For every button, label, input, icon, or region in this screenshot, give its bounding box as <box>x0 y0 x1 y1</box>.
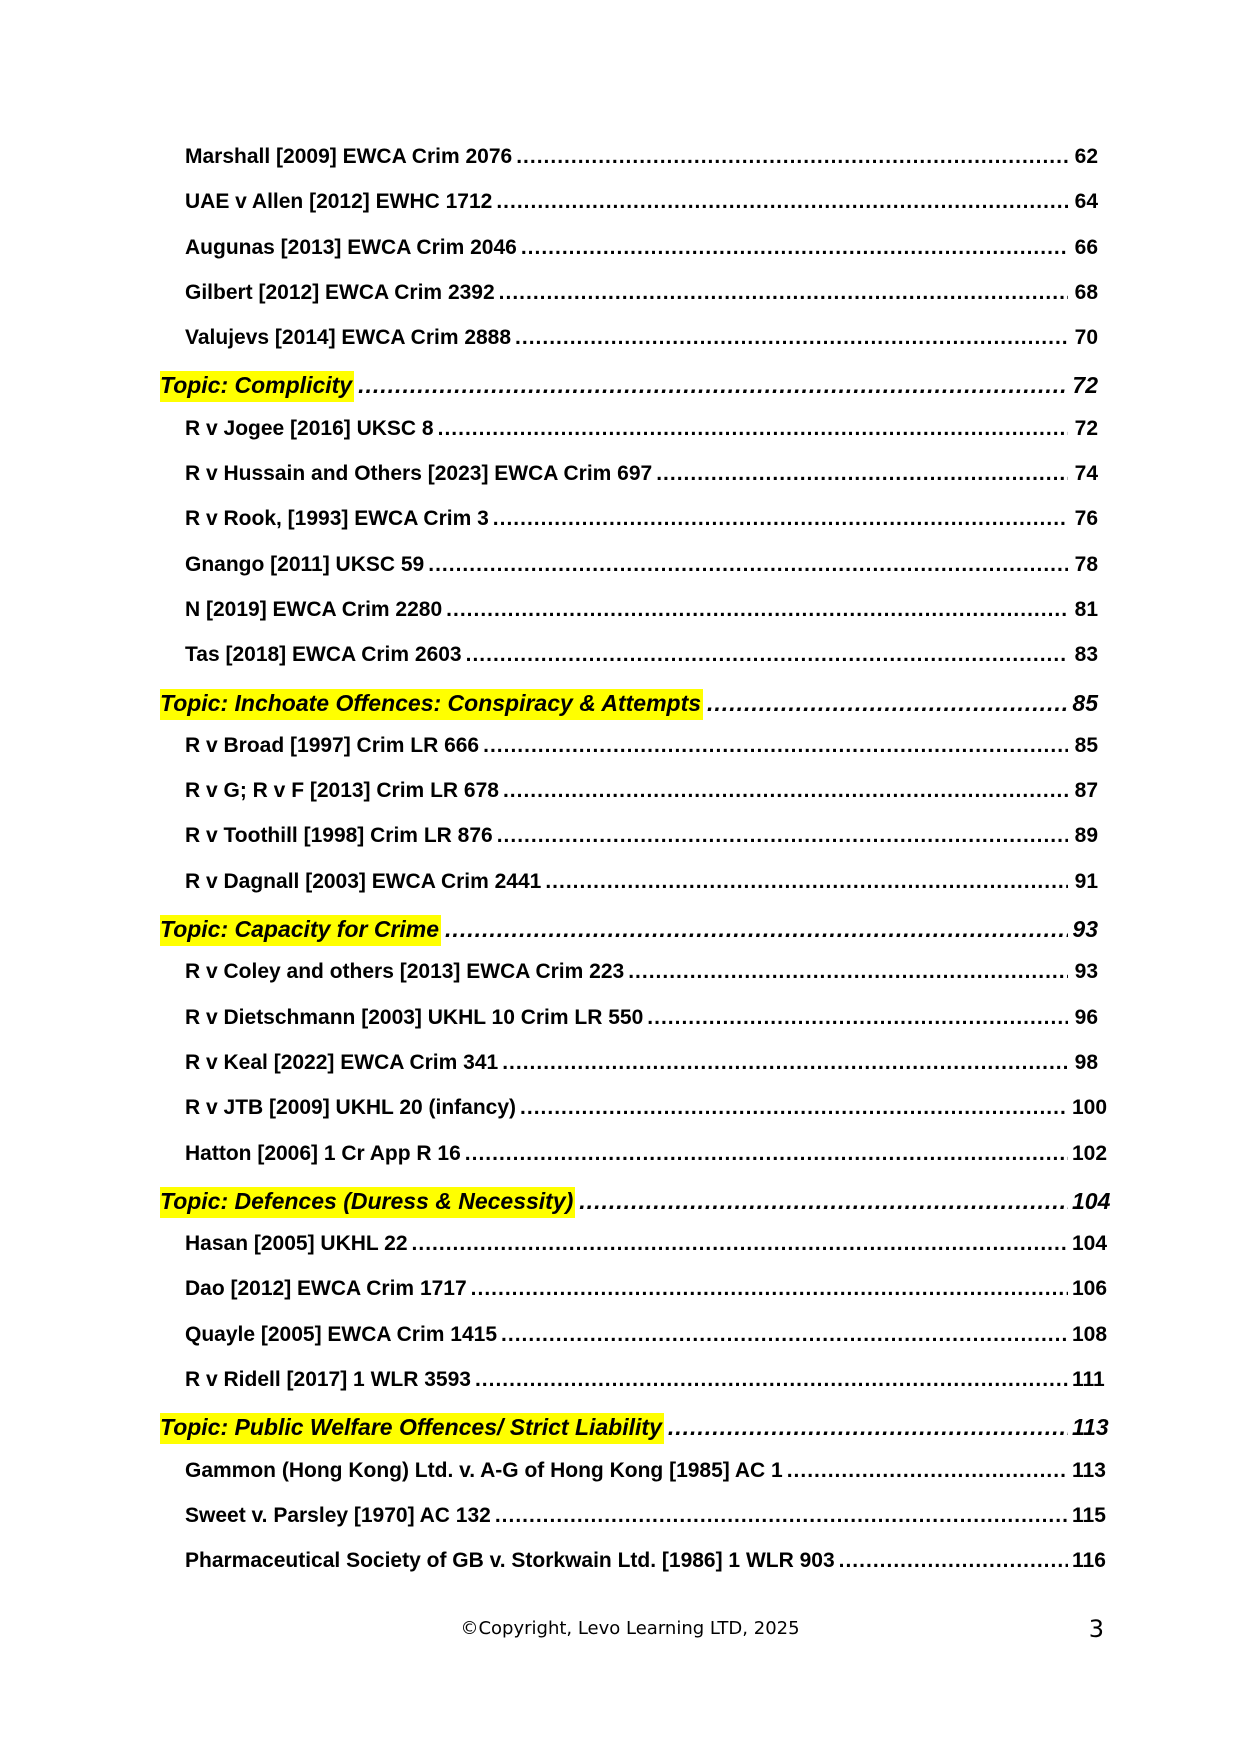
toc-page-number: 104 <box>1072 1187 1111 1214</box>
toc-entry-label: Tas [2018] EWCA Crim 2603 <box>185 643 462 667</box>
toc-entry-row[interactable] <box>160 1368 1105 1413</box>
toc-entry-label: R v Ridell [2017] 1 WLR 3593 <box>185 1368 471 1392</box>
toc-entry-label: UAE v Allen [2012] EWHC 1712 <box>185 190 493 214</box>
dot-leader <box>358 372 1068 399</box>
toc-topic-label: Topic: Public Welfare Offences/ Strict Liability <box>160 1413 664 1444</box>
dot-leader <box>839 1549 1068 1573</box>
toc-entry-label: Gnango [2011] UKSC 59 <box>185 552 425 576</box>
dot-leader <box>445 916 1068 943</box>
toc-entry-row[interactable] <box>160 734 1098 779</box>
toc-page-number: 70 <box>1074 326 1098 350</box>
dot-leader <box>503 779 1068 803</box>
dot-leader <box>465 1142 1068 1166</box>
toc-page-number: 111 <box>1072 1368 1105 1392</box>
toc-entry-label: Valujevs [2014] EWCA Crim 2888 <box>185 326 512 350</box>
dot-leader <box>496 190 1068 214</box>
footer-copyright: ©Copyright, Levo Learning LTD, 2025 <box>460 1618 800 1639</box>
toc-page-number: 93 <box>1074 960 1098 984</box>
toc-page-number: 87 <box>1074 779 1098 803</box>
toc-topic-label: Topic: Inchoate Offences: Conspiracy & Attempts <box>160 689 703 720</box>
toc-page-number: 113 <box>1072 1414 1109 1441</box>
toc-entry-label: Sweet v. Parsley [1970] AC 132 <box>185 1503 491 1527</box>
toc-page-number: 85 <box>1074 733 1098 757</box>
dot-leader <box>438 417 1068 441</box>
toc-entry-label: Marshall [2009] EWCA Crim 2076 <box>185 145 513 168</box>
toc-page-number: 91 <box>1074 869 1098 893</box>
toc-entry-row[interactable] <box>160 236 1098 281</box>
table-of-contents <box>160 145 1111 1595</box>
toc-page-number: 68 <box>1074 280 1098 304</box>
toc-entry-row[interactable] <box>160 779 1098 824</box>
toc-topic-row[interactable] <box>160 1187 1111 1232</box>
toc-page-number: 115 <box>1072 1503 1106 1527</box>
footer-page-number: 3 <box>1088 1615 1104 1643</box>
dot-leader <box>428 553 1068 577</box>
toc-entry-label: R v JTB [2009] UKHL 20 (infancy) <box>185 1096 517 1120</box>
toc-entry-label: R v Jogee [2016] UKSC 8 <box>185 416 434 440</box>
dot-leader <box>502 1051 1068 1075</box>
dot-leader <box>501 1323 1068 1347</box>
toc-entry-label: Augunas [2013] EWCA Crim 2046 <box>185 235 517 259</box>
dot-leader <box>520 1096 1068 1120</box>
toc-entry-label: R v Coley and others [2013] EWCA Crim 223 <box>185 960 625 984</box>
toc-page-number: 116 <box>1072 1549 1106 1573</box>
toc-page-number: 96 <box>1074 1005 1098 1029</box>
toc-entry-row[interactable] <box>160 507 1098 552</box>
toc-entry-label: R v Keal [2022] EWCA Crim 341 <box>185 1050 499 1074</box>
toc-entry-row[interactable] <box>160 1006 1098 1051</box>
dot-leader <box>475 1368 1068 1392</box>
dot-leader <box>499 281 1068 305</box>
toc-entry-row[interactable] <box>160 462 1098 507</box>
toc-entry-label: R v Broad [1997] Crim LR 666 <box>185 733 480 757</box>
toc-entry-label: R v Dagnall [2003] EWCA Crim 2441 <box>185 869 542 893</box>
toc-page-number: 66 <box>1074 235 1098 259</box>
toc-page-number: 104 <box>1072 1232 1108 1256</box>
toc-entry-label: Dao [2012] EWCA Crim 1717 <box>185 1277 467 1301</box>
toc-page-number: 64 <box>1074 190 1098 214</box>
toc-page-number: 78 <box>1074 552 1098 576</box>
toc-entry-row[interactable] <box>160 598 1098 643</box>
toc-entry-row[interactable] <box>160 1232 1108 1277</box>
dot-leader <box>497 824 1068 848</box>
toc-entry-row[interactable] <box>160 1096 1108 1141</box>
toc-entry-label: Quayle [2005] EWCA Crim 1415 <box>185 1322 498 1346</box>
dot-leader <box>471 1277 1068 1301</box>
toc-entry-row[interactable] <box>160 1503 1106 1549</box>
toc-entry-label: Gammon (Hong Kong) Ltd. v. A-G of Hong Kong [1985] AC 1 <box>185 1458 783 1482</box>
dot-leader <box>787 1459 1068 1483</box>
toc-entry-row[interactable] <box>160 870 1098 915</box>
toc-entry-row[interactable] <box>160 281 1098 326</box>
toc-page-number: 98 <box>1074 1050 1098 1074</box>
dot-leader <box>628 960 1068 984</box>
toc-page-number: 89 <box>1074 824 1098 848</box>
dot-leader <box>668 1414 1068 1441</box>
toc-entry-label: R v Hussain and Others [2023] EWCA Crim 697 <box>185 462 653 486</box>
toc-entry-row[interactable] <box>160 326 1098 371</box>
toc-page-number: 108 <box>1072 1322 1108 1346</box>
dot-leader <box>466 643 1068 667</box>
dot-leader <box>707 690 1068 717</box>
toc-entry-row[interactable] <box>160 643 1098 688</box>
dot-leader <box>483 734 1068 758</box>
toc-entry-label: R v Dietschmann [2003] UKHL 10 Crim LR 550 <box>185 1005 644 1029</box>
toc-topic-row[interactable] <box>160 915 1098 960</box>
toc-page-number: 76 <box>1074 507 1098 531</box>
toc-page-number: 93 <box>1072 916 1098 943</box>
toc-entry-row[interactable] <box>160 960 1098 1005</box>
toc-entry-row[interactable] <box>160 1458 1106 1504</box>
dot-leader <box>412 1232 1068 1256</box>
toc-page-number: 72 <box>1072 372 1098 399</box>
dot-leader <box>647 1006 1068 1030</box>
toc-entry-row[interactable] <box>160 1277 1108 1322</box>
toc-page-number: 85 <box>1072 689 1098 716</box>
toc-entry-label: R v G; R v F [2013] Crim LR 678 <box>185 779 499 803</box>
toc-page-number: 102 <box>1072 1141 1108 1165</box>
dot-leader <box>579 1188 1068 1215</box>
toc-entry-row[interactable] <box>160 145 1098 190</box>
toc-page-number: 81 <box>1074 597 1098 621</box>
toc-entry-row[interactable] <box>160 553 1098 598</box>
dot-leader <box>545 870 1068 894</box>
toc-topic-row[interactable] <box>160 1413 1109 1458</box>
toc-page-number: 83 <box>1074 643 1098 667</box>
toc-topic-label: Topic: Defences (Duress & Necessity) <box>160 1187 575 1218</box>
toc-entry-label: Hatton [2006] 1 Cr App R 16 <box>185 1141 461 1165</box>
toc-topic-label: Topic: Capacity for Crime <box>160 915 441 946</box>
toc-entry-label: N [2019] EWCA Crim 2280 <box>185 597 443 621</box>
toc-page-number: 113 <box>1072 1458 1106 1482</box>
toc-entry-row[interactable] <box>160 1549 1106 1594</box>
toc-page-number: 106 <box>1072 1277 1108 1301</box>
toc-entry-row[interactable] <box>160 824 1098 869</box>
toc-entry-row[interactable] <box>160 417 1098 462</box>
dot-leader <box>656 462 1068 486</box>
toc-entry-row[interactable] <box>160 1141 1108 1187</box>
dot-leader <box>446 598 1068 622</box>
dot-leader <box>516 145 1068 169</box>
toc-page-number: 72 <box>1074 416 1098 440</box>
toc-entry-label: Gilbert [2012] EWCA Crim 2392 <box>185 280 495 304</box>
toc-entry-label: Pharmaceutical Society of GB v. Storkwain Ltd. [1986] 1 WLR 903 <box>185 1549 835 1573</box>
toc-entry-label: Hasan [2005] UKHL 22 <box>185 1232 408 1256</box>
toc-topic-row[interactable] <box>160 689 1098 734</box>
dot-leader <box>493 507 1068 531</box>
toc-entry-row[interactable] <box>160 190 1098 235</box>
toc-entry-row[interactable] <box>160 1322 1108 1368</box>
toc-topic-label: Topic: Complicity <box>160 371 354 402</box>
toc-page-number: 62 <box>1074 145 1098 168</box>
dot-leader <box>521 236 1068 260</box>
toc-entry-label: R v Toothill [1998] Crim LR 876 <box>185 824 493 848</box>
toc-topic-row[interactable] <box>160 371 1098 416</box>
dot-leader <box>515 326 1068 350</box>
dot-leader <box>495 1504 1068 1528</box>
toc-page-number: 74 <box>1074 462 1098 486</box>
toc-entry-label: R v Rook, [1993] EWCA Crim 3 <box>185 507 489 531</box>
toc-entry-row[interactable] <box>160 1051 1098 1096</box>
toc-page-number: 100 <box>1072 1096 1108 1120</box>
